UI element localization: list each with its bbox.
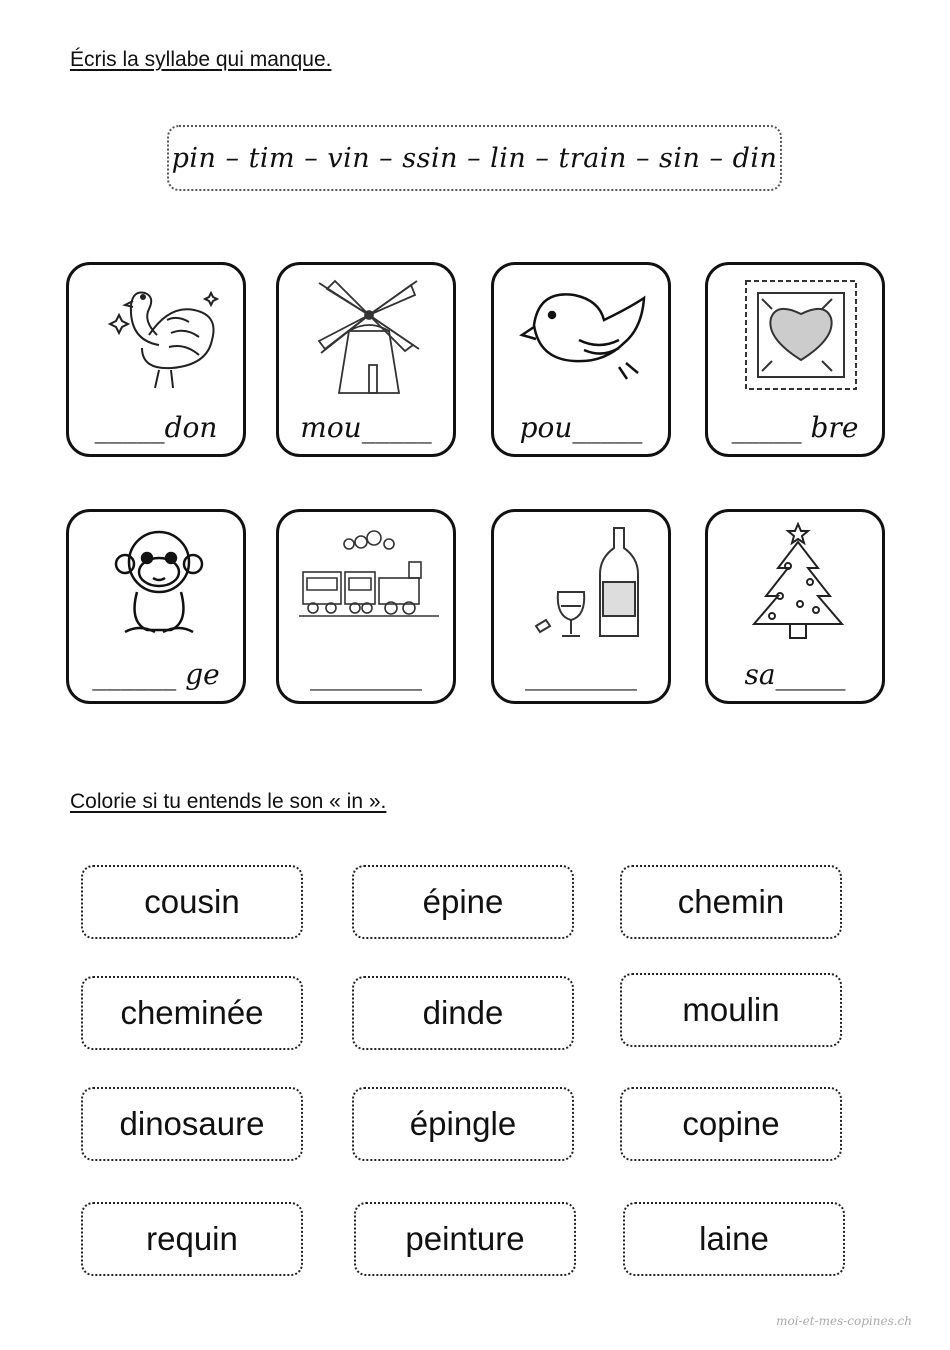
card-prompt: pou_____: [519, 411, 643, 444]
card-monkey: [66, 509, 246, 704]
card-prompt: mou_____: [300, 411, 432, 444]
card-turkey: [66, 262, 246, 457]
instruction-color-in-sound: Colorie si tu entends le son « in ».: [70, 790, 387, 813]
card-prompt: ______ ge: [92, 658, 220, 691]
turkey-icon: [89, 275, 229, 395]
windmill-icon: [299, 275, 439, 395]
card-prompt: sa_____: [744, 658, 846, 691]
word-box[interactable]: copine: [620, 1087, 842, 1161]
train-icon: [299, 522, 439, 642]
stamp-heart-icon: [728, 275, 868, 395]
word-box[interactable]: chemin: [620, 865, 842, 939]
word-box[interactable]: épine: [352, 865, 574, 939]
card-prompt: _____don: [94, 411, 218, 444]
word-box[interactable]: cousin: [81, 865, 303, 939]
word-box[interactable]: moulin: [620, 973, 842, 1047]
word-box[interactable]: dinde: [352, 976, 574, 1050]
card-prompt: _____ bre: [731, 411, 859, 444]
card-wine: [491, 509, 671, 704]
word-box[interactable]: cheminée: [81, 976, 303, 1050]
card-windmill: [276, 262, 456, 457]
word-box[interactable]: dinosaure: [81, 1087, 303, 1161]
card-bird: [491, 262, 671, 457]
card-train: [276, 509, 456, 704]
monkey-icon: [89, 522, 229, 642]
card-stamp: [705, 262, 885, 457]
wine-bottle-glass-icon: [514, 522, 654, 642]
bird-icon: [514, 275, 654, 395]
christmas-tree-icon: [728, 522, 868, 642]
syllable-bank: pin – tim – vin – ssin – lin – train – sin – din: [167, 125, 782, 191]
word-box[interactable]: épingle: [352, 1087, 574, 1161]
instruction-missing-syllable: Écris la syllabe qui manque.: [70, 48, 332, 71]
watermark: moi-et-mes-copines.ch: [776, 1314, 912, 1328]
card-prompt: ________: [525, 658, 637, 691]
word-box[interactable]: requin: [81, 1202, 303, 1276]
card-prompt: ________: [310, 658, 422, 691]
word-box[interactable]: laine: [623, 1202, 845, 1276]
word-box[interactable]: peinture: [354, 1202, 576, 1276]
card-fir-tree: [705, 509, 885, 704]
